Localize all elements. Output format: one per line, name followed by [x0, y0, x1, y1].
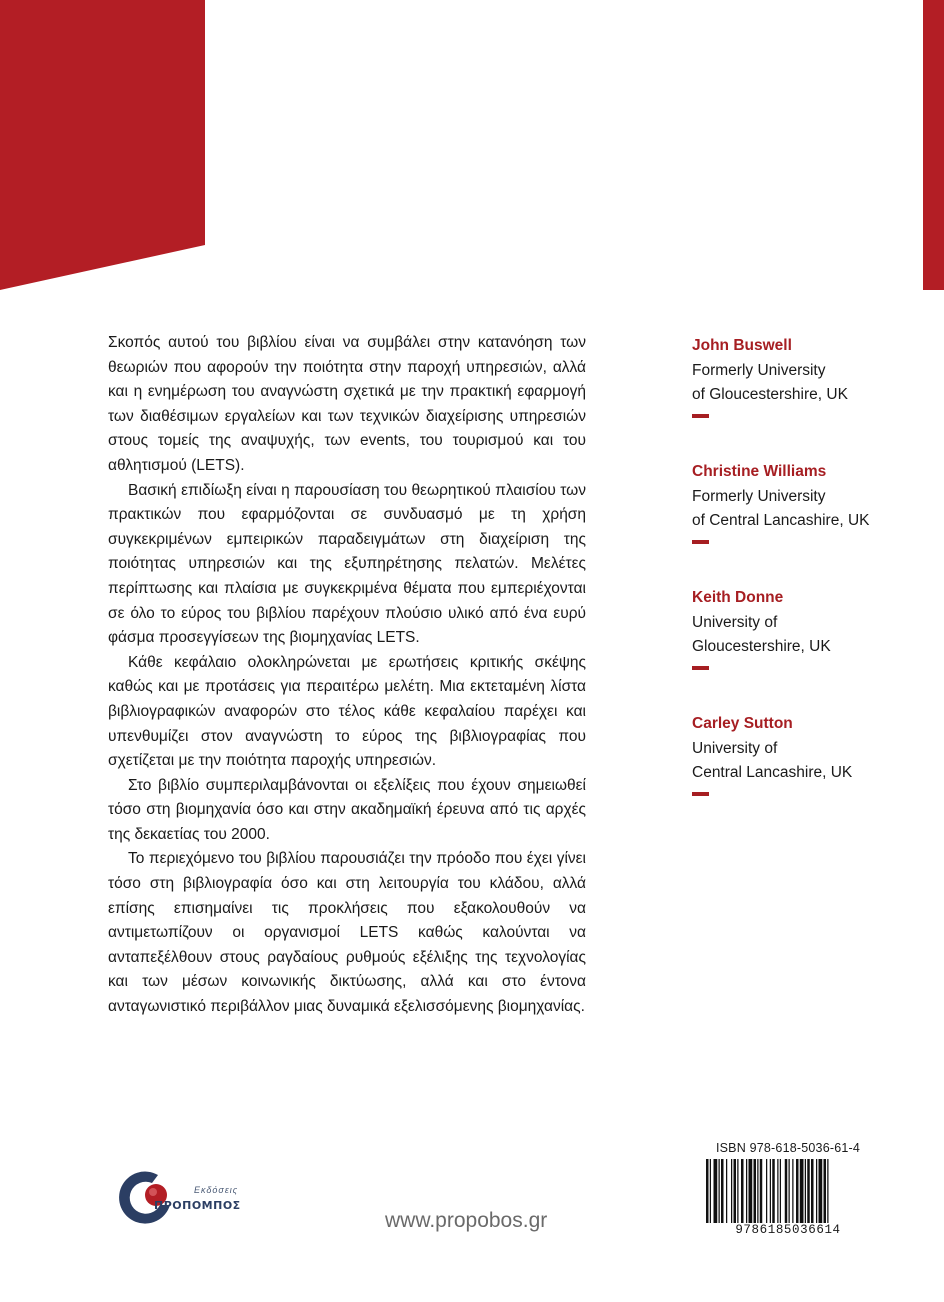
barcode-bar [741, 1159, 744, 1223]
author-affiliation: University of [692, 613, 778, 631]
barcode-bar [719, 1159, 720, 1223]
author-affiliation: of Central Lancashire, UK [692, 512, 870, 530]
barcode-bar [770, 1159, 771, 1223]
barcode-bars [704, 1159, 872, 1223]
description-paragraph: Βασική επιδίωξη είναι η παρουσίαση του θεωρητικού πλαισίου των πρακτικών που εφαρμόζονται σε συνδυασμό με τη χρήση συγκεκριμένων εμπειρικών παραδειγμάτων στη διαχείριση της ποιότητας υπηρεσιών και της εξυπηρέτησης πελατών. Μελέτες περίπτωσης και πλαίσια με συγκεκριμένα θέματα που εμπεριέχονται σε όλο το εύρος του βιβλίου παρέχουν πλούσιο υλικό από ένα ευρύ φάσμα προσεγγίσεων της βιομηχανίας LETS. [108, 481, 586, 647]
barcode-bar [746, 1159, 747, 1223]
author-entry [692, 460, 922, 586]
barcode-bar [777, 1159, 778, 1223]
left-red-band [0, 0, 205, 290]
author-affiliation: Formerly University [692, 487, 826, 505]
back-cover-description [108, 331, 586, 1020]
barcode-bar [780, 1159, 781, 1223]
barcode-bar [789, 1159, 790, 1223]
barcode-bar [796, 1159, 799, 1223]
author-name: John Buswell [692, 337, 792, 354]
barcode-bar [714, 1159, 718, 1223]
barcode-bar [766, 1159, 767, 1223]
author-entry [692, 334, 922, 460]
author-divider [692, 414, 709, 418]
author-affiliation: of Gloucestershire, UK [692, 386, 848, 404]
barcode-bar [734, 1159, 737, 1223]
barcode-bar [754, 1159, 757, 1223]
isbn-barcode [700, 1141, 876, 1241]
description-paragraph: Κάθε κεφάλαιο ολοκληρώνεται με ερωτήσεις κριτικής σκέψης καθώς και με προτάσεις για περαιτέρω μελέτη. Μια εκτεταμένη λίστα βιβλιογραφικών αναφορών στο τέλος κάθε κεφαλαίου παρέχει και υπενθυμίζει στον αναγνώστη το εύρος της βιβλιογραφίας που σχετίζεται με την ποιότητα παροχής υπηρεσιών. [108, 653, 586, 770]
barcode-bar [805, 1159, 806, 1223]
barcode-bar [811, 1159, 814, 1223]
publisher-label: Εκδόσεις [194, 1185, 239, 1195]
barcode-bar [785, 1159, 788, 1223]
barcode-bar [792, 1159, 793, 1223]
author-entry [692, 586, 922, 712]
barcode-bar [706, 1159, 709, 1223]
author-affiliation: University of [692, 739, 778, 757]
author-affiliation: Gloucestershire, UK [692, 638, 831, 656]
barcode-bar [760, 1159, 763, 1223]
decorative-red-banner [0, 0, 944, 290]
barcode-bar [827, 1159, 828, 1223]
barcode-bar [726, 1159, 727, 1223]
barcode-bar [749, 1159, 753, 1223]
author-divider [692, 792, 709, 796]
barcode-bar [800, 1159, 804, 1223]
publisher-website: www.propobos.gr [385, 1209, 548, 1232]
barcode-bar [824, 1159, 827, 1223]
barcode-bar [819, 1159, 823, 1223]
barcode-bar [807, 1159, 810, 1223]
author-divider [692, 540, 709, 544]
publisher-logo [108, 1163, 248, 1233]
barcode-bar [737, 1159, 738, 1223]
barcode-bar [721, 1159, 724, 1223]
description-paragraph: Στο βιβλίο συμπεριλαμβάνονται οι εξελίξεις που έχουν σημειωθεί τόσο στη βιομηχανία όσο και στην ακαδημαϊκή έρευνα από τις αρχές της δεκαετίας του 2000. [108, 776, 586, 843]
author-list [692, 334, 922, 838]
right-red-band [923, 0, 944, 290]
isbn-digits: 9786185036614 [735, 1223, 841, 1237]
barcode-bar [710, 1159, 711, 1223]
publisher-name: ΠΡΟΠΟΜΠΟΣ [154, 1199, 241, 1212]
author-name: Carley Sutton [692, 715, 793, 732]
description-paragraph: Σκοπός αυτού του βιβλίου είναι να συμβάλει στην κατανόηση των θεωριών που αφορούν την ποιότητα στην παροχή υπηρεσιών, αλλά και η ενημέρωση του αναγνώστη σχετικά με την πρακτική εφαρμογή των διαθέσιμων εργαλείων και των τεχνικών διαχείρισης υπηρεσιών στους τομείς της αναψυχής, των events, του τουρισμού και του αθλητισμού (LETS). [108, 334, 586, 474]
author-affiliation: Formerly University [692, 361, 826, 379]
isbn-label: ISBN 978-618-5036-61-4 [715, 1141, 861, 1155]
publisher-logo-icon [114, 1165, 178, 1229]
author-name: Keith Donne [692, 589, 784, 606]
barcode-bar [816, 1159, 817, 1223]
barcode-bar [772, 1159, 775, 1223]
description-paragraph: Το περιεχόμενο του βιβλίου παρουσιάζει την πρόοδο που έχει γίνει τόσο στη βιβλιογραφία όσο και στη λειτουργία του κλάδου, αλλά επίσης επισημαίνει τις προκλήσεις που εξακολουθούν να αντιμετωπίζουν οι οργανισμοί LETS καθώς καλούνται να ανταπεξέλθουν στους ραγδαίους ρυθμούς εξέλιξης της τεχνολογίας και των μέσων κοινωνικής δικτύωσης, αλλά και στο έντονα ανταγωνιστικό περιβάλλον μιας δυναμικά εξελισσόμενης βιομηχανίας. [108, 850, 586, 1016]
author-divider [692, 666, 709, 670]
barcode-bar [731, 1159, 732, 1223]
author-entry [692, 712, 922, 838]
author-name: Christine Williams [692, 463, 827, 480]
author-affiliation: Central Lancashire, UK [692, 764, 853, 782]
barcode-bar [757, 1159, 758, 1223]
